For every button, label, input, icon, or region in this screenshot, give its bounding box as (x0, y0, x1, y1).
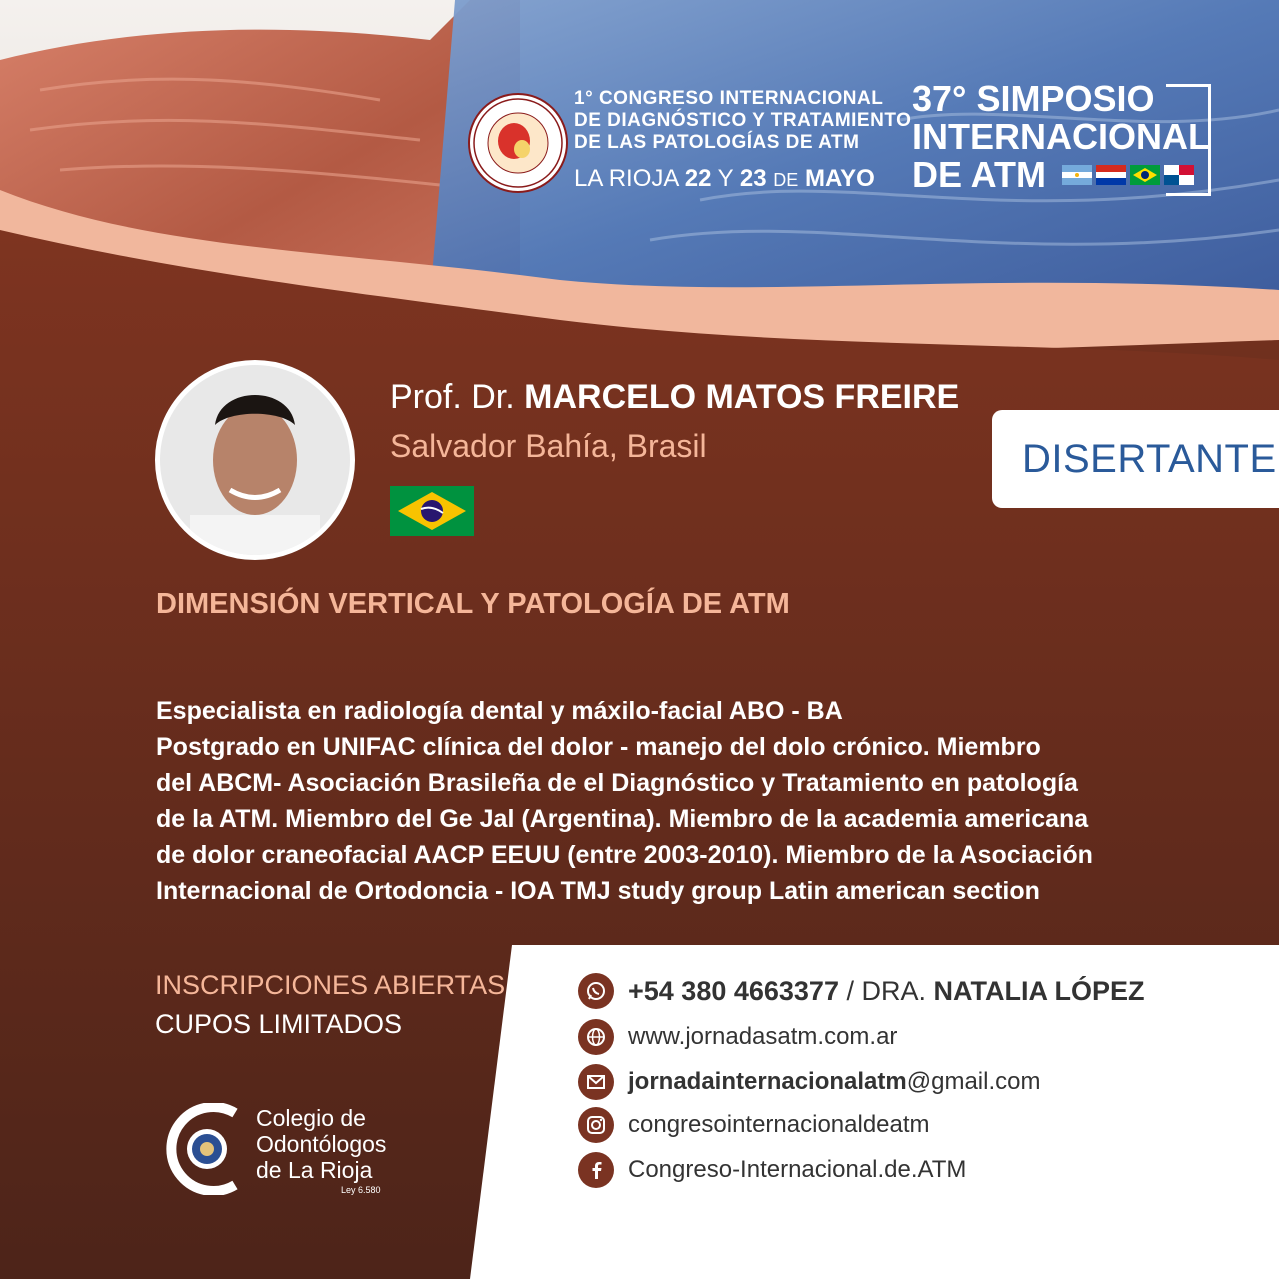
date-month: MAYO (804, 165, 875, 192)
role-badge-label: DISERTANTE (1022, 436, 1277, 481)
congress-title (574, 88, 911, 154)
bio-line-6: Internacional de Ortodoncia - IOA TMJ study group Latin american section (156, 877, 1040, 905)
bio-line-2: Postgrado en UNIFAC clínica del dolor - manejo del dolo crónico. Miembro (156, 733, 1041, 761)
congress-line-3: DE LAS PATOLOGÍAS DE ATM (574, 132, 860, 153)
globe-icon (578, 1019, 614, 1055)
bio-line-3: del ABCM- Asociación Brasileña de el Diagnóstico y Tratamiento en patología (156, 769, 1078, 797)
association-seal (468, 93, 568, 193)
role-badge (992, 410, 1279, 508)
event-date (574, 165, 875, 193)
contact-instagram-row (578, 1105, 930, 1145)
contact-website[interactable]: www.jornadasatm.com.ar (628, 1023, 898, 1050)
simposio-frame (1166, 84, 1211, 196)
argentina-flag-icon (1062, 165, 1092, 185)
contact-phone-row (578, 971, 1145, 1011)
college-logo (155, 1103, 247, 1195)
speaker-full-name: MARCELO MATOS FREIRE (524, 378, 960, 416)
contact-facebook[interactable]: Congreso-Internacional.de.ATM (628, 1156, 967, 1183)
contact-email-row (578, 1062, 1040, 1102)
simposio-line-1: 37° SIMPOSIO (912, 78, 1155, 119)
email-domain: @gmail.com (906, 1068, 1041, 1095)
bio-line-5: de dolor craneofacial AACP EEUU (entre 2003-2010). Miembro de la Asociación (156, 841, 1093, 869)
brazil-flag-icon (390, 486, 474, 536)
college-law: Ley 6.580 (341, 1185, 381, 1195)
contact-website-row (578, 1017, 897, 1057)
paraguay-flag-icon (1096, 165, 1126, 185)
talk-title: DIMENSIÓN VERTICAL Y PATOLOGÍA DE ATM (156, 588, 790, 620)
contact-person: NATALIA LÓPEZ (933, 975, 1145, 1006)
bio-line-4: de la ATM. Miembro del Ge Jal (Argentina). Miembro de la academia americana (156, 805, 1089, 833)
instagram-icon (578, 1107, 614, 1143)
simposio-line-2: INTERNACIONAL (912, 116, 1210, 157)
brazil-flag-icon (1130, 165, 1160, 185)
registration-limited: CUPOS LIMITADOS (155, 1009, 403, 1039)
contact-facebook-row (578, 1150, 966, 1190)
college-line-2: Odontólogos (256, 1131, 387, 1157)
congress-line-2: DE DIAGNÓSTICO Y TRATAMIENTO (574, 110, 912, 131)
congress-line-1: 1° CONGRESO INTERNACIONAL (574, 88, 884, 109)
speaker-location: Salvador Bahía, Brasil (390, 428, 707, 464)
facebook-icon (578, 1152, 614, 1188)
event-location: LA RIOJA (574, 165, 679, 192)
speaker-prefix: Prof. Dr. (390, 378, 515, 416)
college-line-1: Colegio de (256, 1105, 366, 1131)
whatsapp-icon (578, 973, 614, 1009)
contact-prefix: DRA. (861, 975, 927, 1006)
contact-phone[interactable]: +54 380 4663377 (628, 975, 839, 1006)
contact-email[interactable] (628, 1068, 1040, 1096)
contact-separator: / (846, 975, 854, 1006)
email-user: jornadainternacionalatm (628, 1068, 907, 1095)
college-name (256, 1105, 386, 1183)
college-line-3: de La Rioja (256, 1157, 373, 1183)
simposio-line-3: DE ATM (912, 154, 1046, 195)
email-icon (578, 1064, 614, 1100)
registration-open: INSCRIPCIONES ABIERTAS (155, 970, 506, 1000)
college-emblem-icon (155, 1103, 247, 1195)
date-de: DE (773, 170, 799, 190)
speaker-name (390, 378, 959, 417)
date-day-2: 23 (739, 165, 767, 192)
date-day-1: 22 (684, 165, 712, 192)
bio-line-1: Especialista en radiología dental y máxilo-facial ABO - BA (156, 697, 843, 725)
contact-instagram[interactable]: congresointernacionaldeatm (628, 1111, 930, 1138)
date-y: Y (717, 165, 734, 192)
speaker-avatar (160, 365, 350, 555)
speaker-photo (155, 360, 355, 560)
